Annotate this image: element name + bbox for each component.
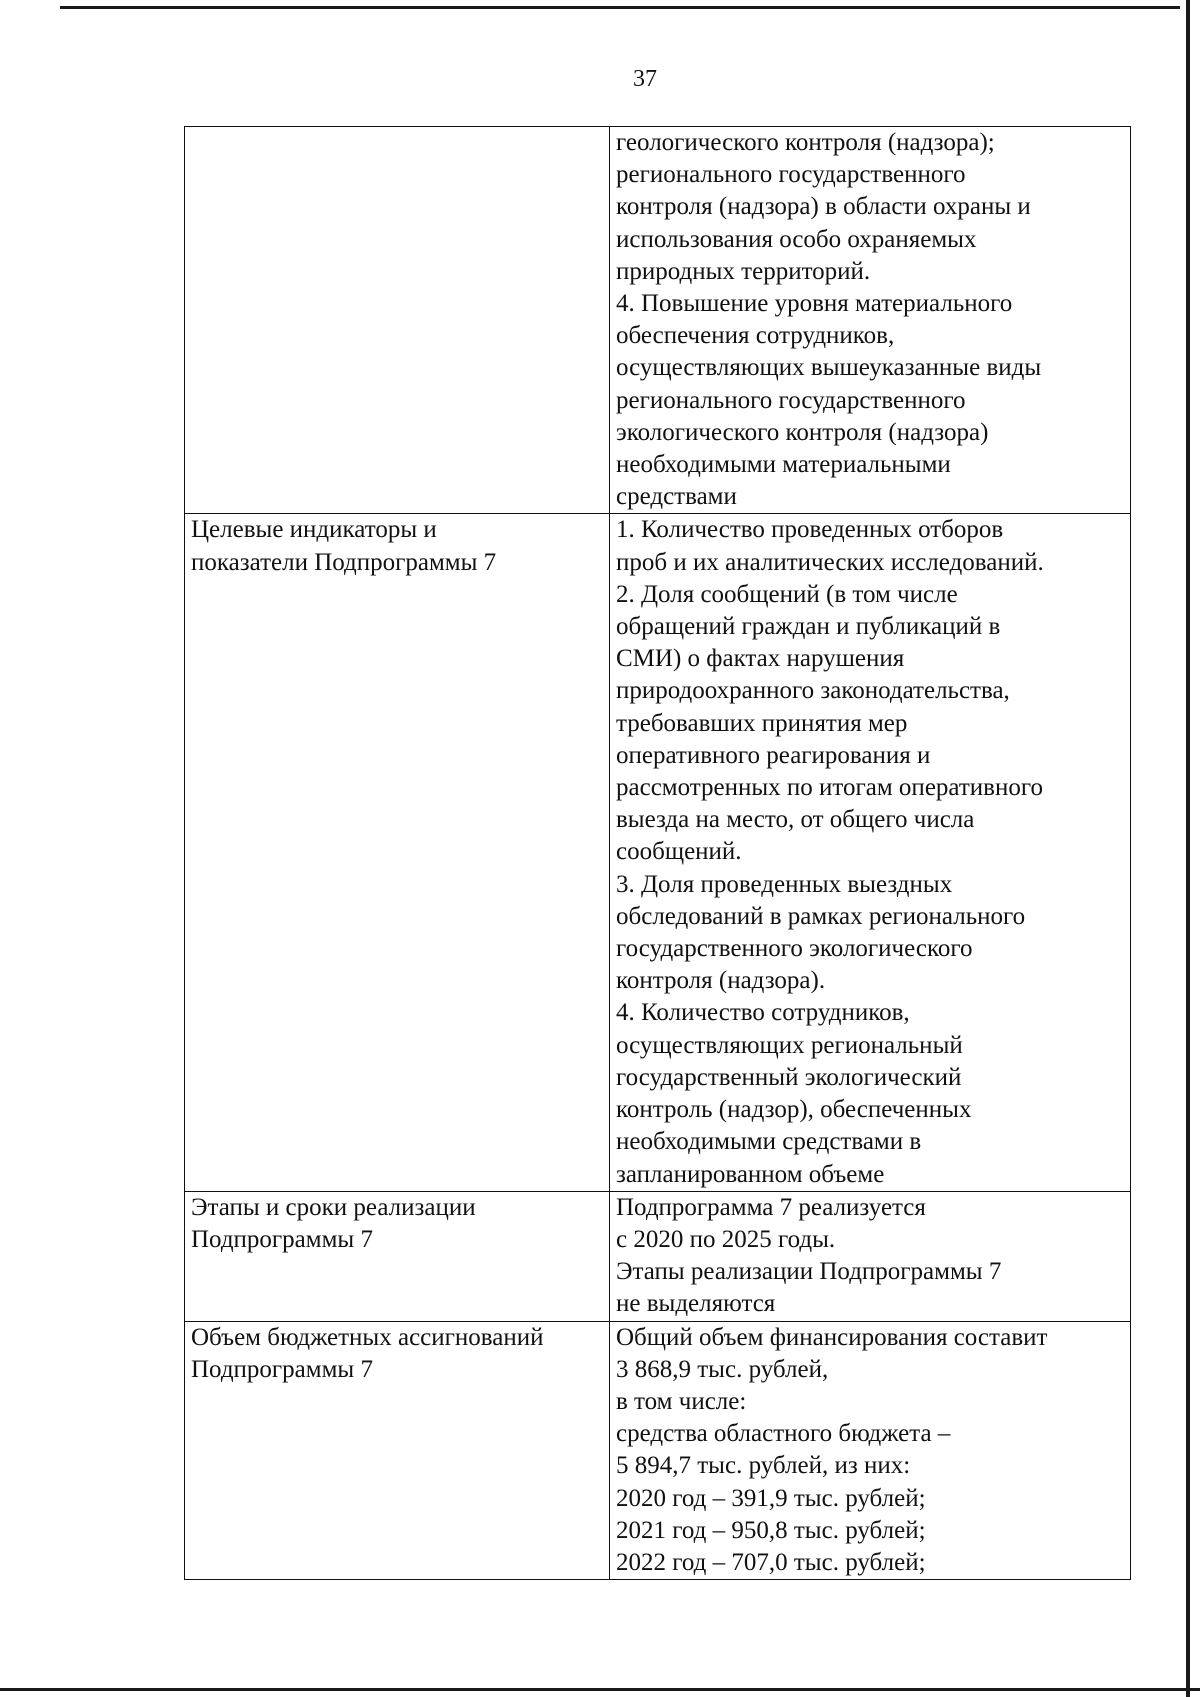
- row-content-line: обеспечения сотрудников,: [616, 322, 895, 350]
- row-content-line: 2022 год – 707,0 тыс. рублей;: [616, 1548, 926, 1576]
- row-content-line: Этапы реализации Подпрограммы 7: [616, 1258, 1002, 1286]
- table-row: [185, 1191, 1131, 1321]
- row-content-line: 2021 год – 950,8 тыс. рублей;: [616, 1516, 926, 1544]
- row-content-line: контроля (надзора) в области охраны и: [616, 193, 1031, 221]
- row-content-line: рассмотренных по итогам оперативного: [616, 774, 1043, 802]
- row-content-line: не выделяются: [616, 1290, 776, 1318]
- row-content-line: Подпрограмма 7 реализуется: [616, 1193, 926, 1221]
- row-label-cell: [185, 514, 610, 1191]
- row-content-line: выезда на место, от общего числа: [616, 806, 975, 834]
- row-content-line: обследований в рамках регионального: [616, 902, 1026, 930]
- row-content-line: осуществляющих региональный: [616, 1031, 963, 1059]
- row-content-line: запланированном объеме: [616, 1160, 885, 1188]
- row-content-line: осуществляющих вышеуказанные виды: [616, 354, 1042, 382]
- row-label-line: Этапы и сроки реализации: [191, 1193, 476, 1221]
- scan-edge-right: [1186, 0, 1190, 1697]
- row-content-line: экологического контроля (надзора): [616, 418, 989, 446]
- table-row: [185, 127, 1131, 514]
- row-content-line: 3. Доля проведенных выездных: [616, 870, 953, 898]
- row-content-cell: [610, 1191, 1131, 1321]
- row-label-line: показатели Подпрограммы 7: [191, 548, 497, 576]
- row-content-line: использования особо охраняемых: [616, 225, 977, 253]
- row-content-line: 2020 год – 391,9 тыс. рублей;: [616, 1484, 926, 1512]
- row-content-line: проб и их аналитических исследований.: [616, 548, 1044, 576]
- row-content-line: необходимыми средствами в: [616, 1128, 922, 1156]
- row-content-line: средства областного бюджета –: [616, 1420, 951, 1448]
- row-content-line: оперативного реагирования и: [616, 741, 931, 769]
- row-content-line: контроль (надзор), обеспеченных: [616, 1096, 972, 1124]
- row-label-cell: [185, 1191, 610, 1321]
- row-label-line: Целевые индикаторы и: [191, 516, 437, 544]
- row-label-line: Подпрограммы 7: [191, 1355, 373, 1383]
- row-label-cell: [185, 127, 610, 514]
- row-content-line: 3 868,9 тыс. рублей,: [616, 1355, 829, 1383]
- page-number: 37: [633, 66, 657, 92]
- row-label-line: Подпрограммы 7: [191, 1225, 373, 1253]
- table-row: [185, 1321, 1131, 1580]
- row-content-line: государственного экологического: [616, 935, 973, 963]
- row-content-line: требовавших принятия мер: [616, 709, 908, 737]
- row-content-line: 4. Повышение уровня материального: [616, 290, 1013, 318]
- row-content-line: Общий объем финансирования составит: [616, 1323, 1048, 1351]
- row-content-line: контроля (надзора).: [616, 967, 826, 995]
- row-content-cell: [610, 127, 1131, 514]
- row-content-line: сообщений.: [616, 838, 742, 866]
- row-content-line: регионального государственного: [616, 386, 966, 414]
- passport-table: [184, 126, 1131, 1580]
- row-content-line: с 2020 по 2025 годы.: [616, 1225, 836, 1253]
- row-content-line: 2. Доля сообщений (в том числе: [616, 580, 958, 608]
- row-content-cell: [610, 1321, 1131, 1580]
- row-content-line: 5 894,7 тыс. рублей, из них:: [616, 1452, 911, 1480]
- row-content-line: природных территорий.: [616, 257, 871, 285]
- table-row: [185, 514, 1131, 1191]
- scan-edge-bottom: [0, 1688, 1200, 1691]
- passport-table-body: [185, 127, 1131, 1580]
- row-content-line: 1. Количество проведенных отборов: [616, 516, 1004, 544]
- scan-edge-top: [60, 6, 1180, 9]
- row-content-line: природоохранного законодательства,: [616, 677, 1010, 705]
- row-content-line: СМИ) о фактах нарушения: [616, 645, 905, 673]
- row-content-line: средствами: [616, 483, 737, 511]
- row-content-line: государственный экологический: [616, 1063, 962, 1091]
- row-label-line: Объем бюджетных ассигнований: [191, 1323, 544, 1351]
- row-content-line: в том числе:: [616, 1387, 747, 1415]
- row-content-line: обращений граждан и публикаций в: [616, 613, 1001, 641]
- row-content-line: 4. Количество сотрудников,: [616, 999, 910, 1027]
- row-content-line: регионального государственного: [616, 161, 966, 189]
- row-content-line: необходимыми материальными: [616, 451, 951, 479]
- row-label-cell: [185, 1321, 610, 1580]
- row-content-cell: [610, 514, 1131, 1191]
- row-content-line: геологического контроля (надзора);: [616, 129, 995, 156]
